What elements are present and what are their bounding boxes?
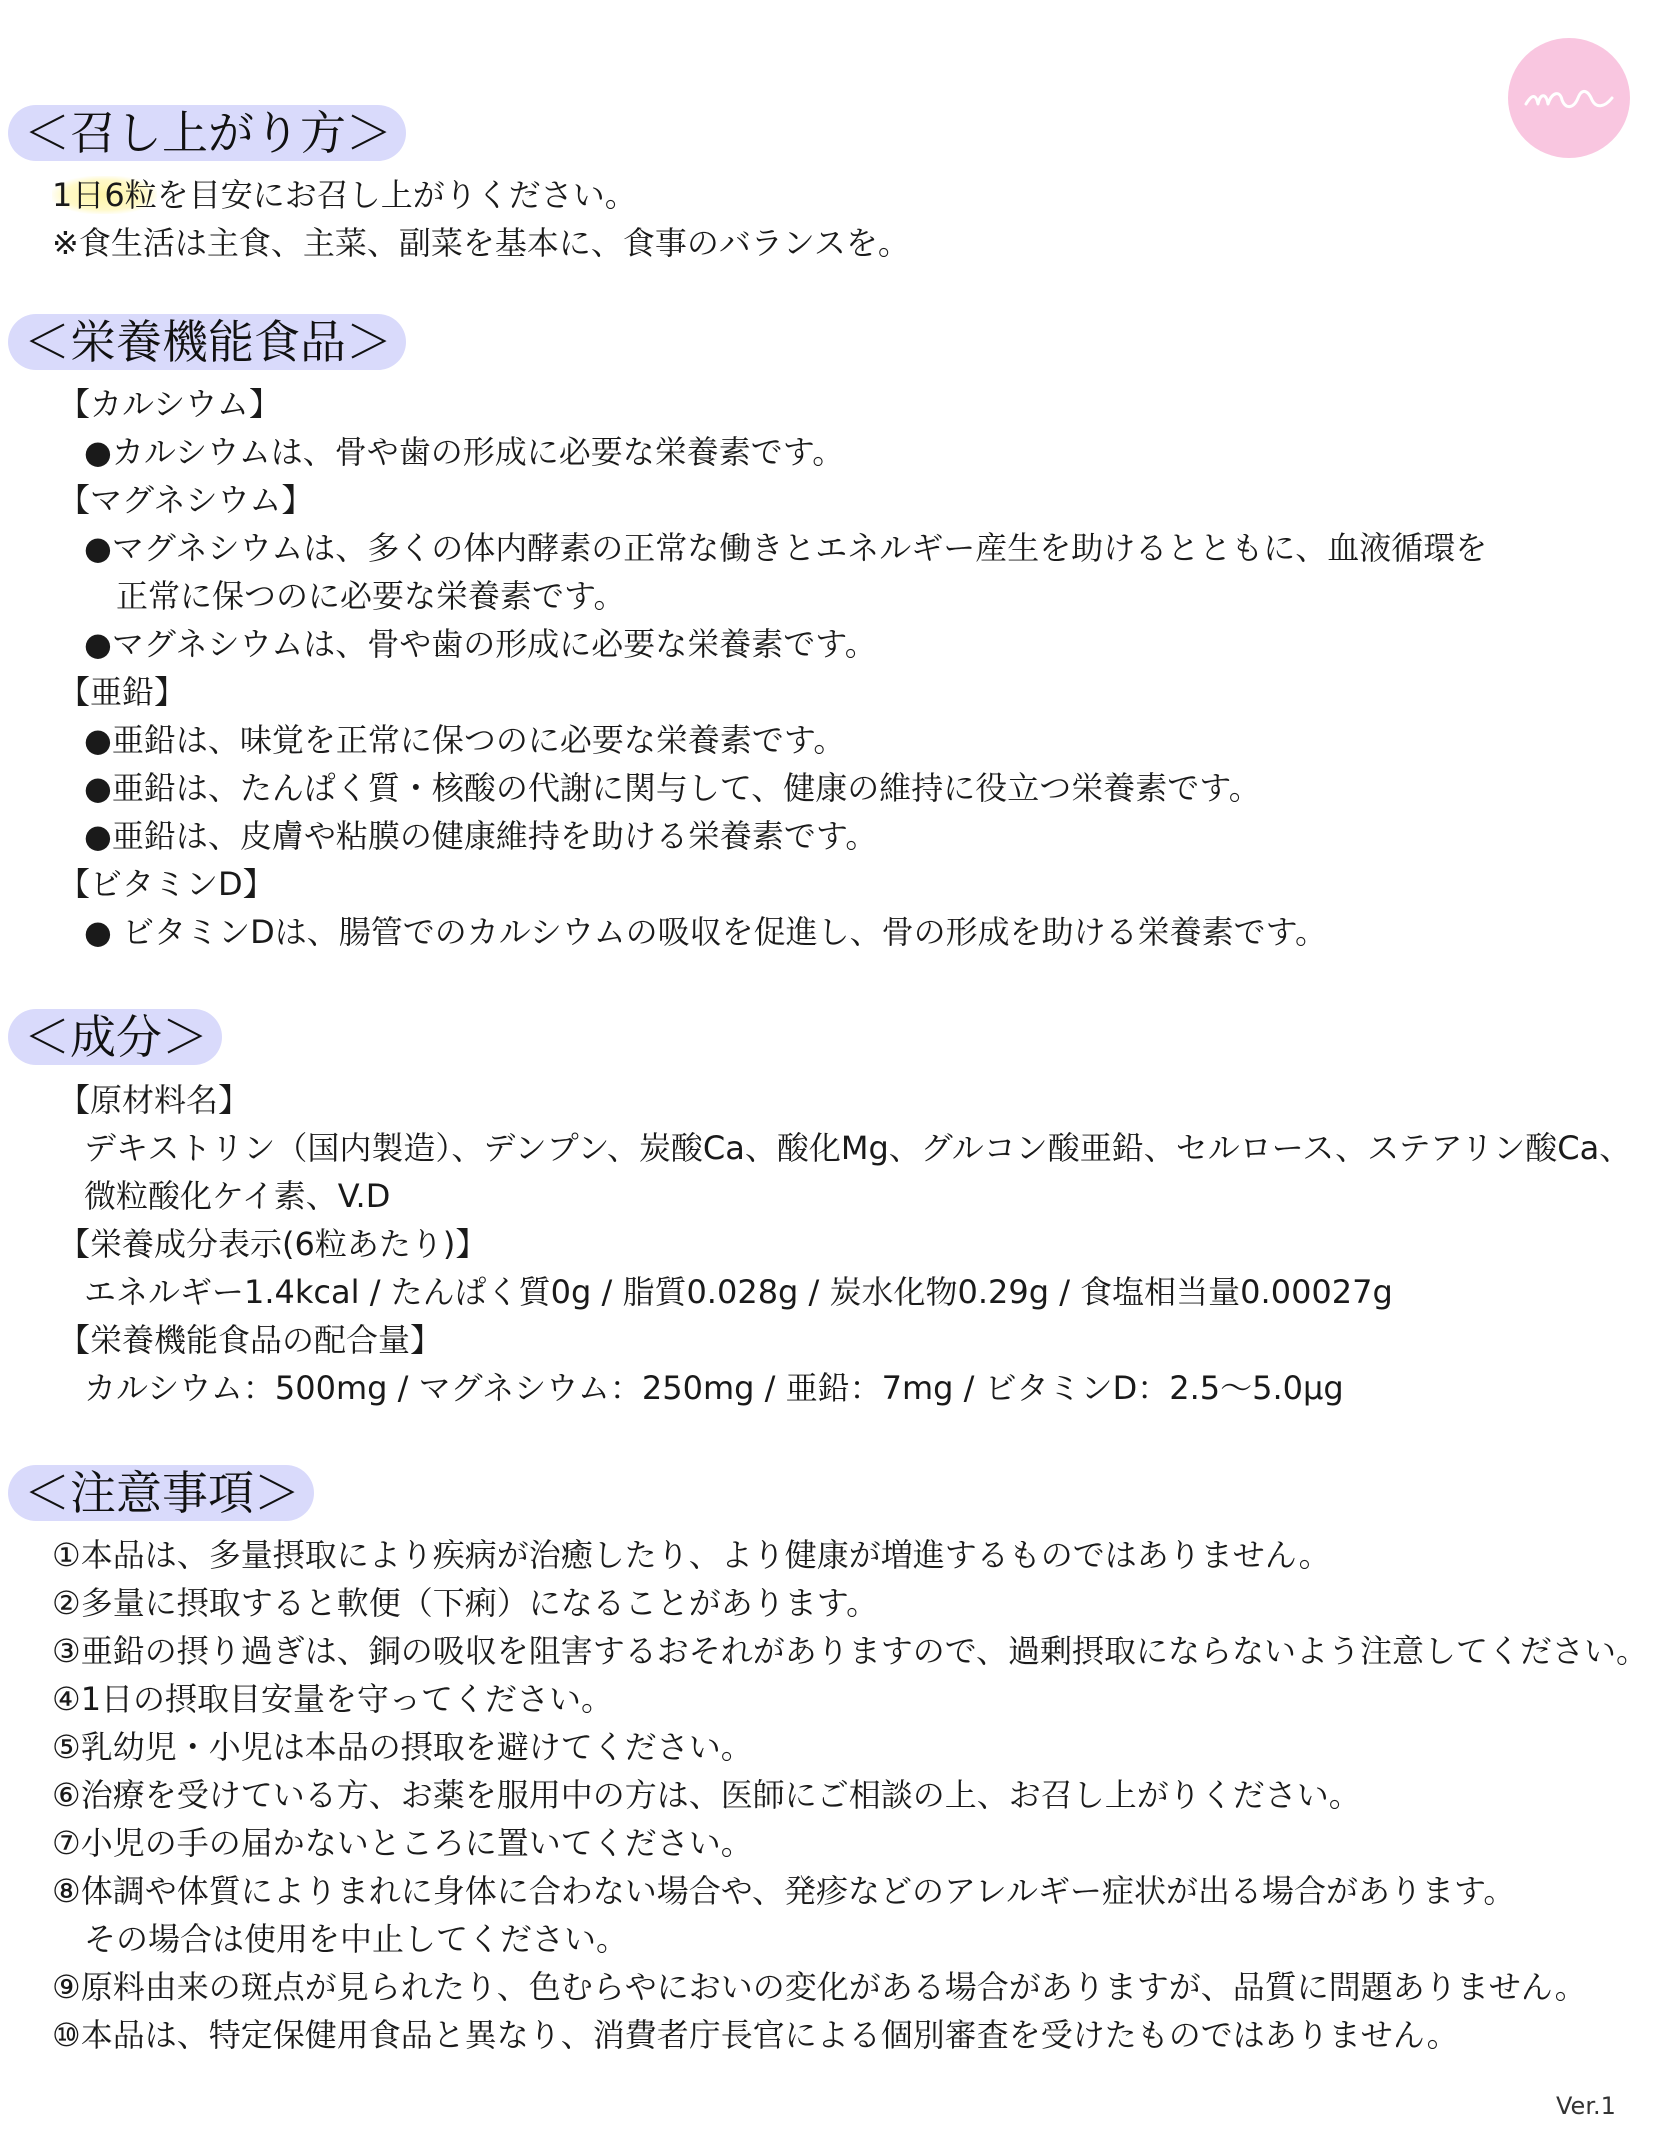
label-calcium: 【カルシウム】 — [58, 385, 281, 423]
label-raw-materials: 【原材料名】 — [58, 1081, 251, 1119]
label-vitamin-d: 【ビタミンD】 — [58, 865, 275, 903]
nutrition-facts-line: エネルギー1.4kcal / たんぱく質0g / 脂質0.028g / 炭水化物0.29g / 食塩相当量0.00027g — [84, 1273, 1393, 1311]
caution-item-2: ②多量に摂取すると軟便（下痢）になることがあります。 — [52, 1584, 879, 1622]
caution-item-5: ⑤乳幼児・小児は本品の摂取を避けてください。 — [52, 1728, 753, 1766]
label-nutrition-facts: 【栄養成分表示(6粒あたり)】 — [58, 1225, 488, 1263]
section-heading-nutrition-function: ＜栄養機能食品＞ — [8, 314, 406, 370]
magnesium-item-1: ●マグネシウムは、多くの体内酵素の正常な働きとエネルギー産生を助けるとともに、血液循環を — [84, 529, 1488, 567]
caution-item-8: ⑧体調や体質によりまれに身体に合わない場合や、発疹などのアレルギー症状が出る場合があります。 — [52, 1872, 1516, 1910]
zinc-item-3: ●亜鉛は、皮膚や粘膜の健康維持を助ける栄養素です。 — [84, 817, 878, 855]
caution-item-10: ⑩本品は、特定保健用食品と異なり、消費者庁長官による個別審査を受けたものではありません。 — [52, 2016, 1459, 2054]
vitamin-d-item-1: ● ビタミンDは、腸管でのカルシウムの吸収を促進し、骨の形成を助ける栄養素です。 — [84, 913, 1328, 951]
magnesium-item-2: ●マグネシウムは、骨や歯の形成に必要な栄養素です。 — [84, 625, 877, 663]
section-heading-ingredients: ＜成分＞ — [8, 1009, 222, 1065]
brand-logo — [1508, 38, 1630, 158]
raw-materials-line-2: 微粒酸化ケイ素、V.D — [84, 1177, 391, 1215]
dosage-highlight: 1日6粒 — [52, 176, 157, 214]
caution-item-9: ⑨原料由来の斑点が見られたり、色むらやにおいの変化がある場合がありますが、品質に問題ありません。 — [52, 1968, 1587, 2006]
raw-materials-line-1: デキストリン（国内製造）、デンプン、炭酸Ca、酸化Mg、グルコン酸亜鉛、セルロース、ステアリン酸Ca、 — [84, 1129, 1632, 1167]
caution-item-8-cont: その場合は使用を中止してください。 — [84, 1920, 629, 1958]
label-magnesium: 【マグネシウム】 — [58, 481, 314, 519]
usage-line-2: ※食生活は主食、主菜、副菜を基本に、食事のバランスを。 — [52, 224, 910, 262]
caution-item-7: ⑦小児の手の届かないところに置いてください。 — [52, 1824, 753, 1862]
usage-line-1: 1日6粒を目安にお召し上がりください。 — [52, 176, 637, 214]
zinc-item-2: ●亜鉛は、たんぱく質・核酸の代謝に関与して、健康の維持に役立つ栄養素です。 — [84, 769, 1261, 807]
zinc-item-1: ●亜鉛は、味覚を正常に保つのに必要な栄養素です。 — [84, 721, 846, 759]
calcium-item-1: ●カルシウムは、骨や歯の形成に必要な栄養素です。 — [84, 433, 845, 471]
caution-item-4: ④1日の摂取目安量を守ってください。 — [52, 1680, 614, 1718]
caution-item-3: ③亜鉛の摂り過ぎは、銅の吸収を阻害するおそれがありますので、過剰摂取にならないよう注意してください。 — [52, 1632, 1649, 1670]
label-function-amounts: 【栄養機能食品の配合量】 — [58, 1321, 443, 1359]
caution-item-6: ⑥治療を受けている方、お薬を服用中の方は、医師にご相談の上、お召し上がりください。 — [52, 1776, 1361, 1814]
section-heading-cautions: ＜注意事項＞ — [8, 1465, 314, 1521]
section-heading-usage: ＜召し上がり方＞ — [8, 105, 406, 161]
caution-item-1: ①本品は、多量摂取により疾病が治癒したり、より健康が増進するものではありません。 — [52, 1536, 1331, 1574]
label-zinc: 【亜鉛】 — [58, 673, 187, 711]
function-amounts-line: カルシウム：500mg / マグネシウム：250mg / 亜鉛：7mg / ビタミンD：2.5〜5.0μg — [84, 1369, 1344, 1407]
magnesium-item-1-cont: 正常に保つのに必要な栄養素です。 — [116, 577, 626, 615]
version-label: Ver.1 — [1556, 2092, 1616, 2120]
signature-mark-icon — [1508, 38, 1630, 158]
